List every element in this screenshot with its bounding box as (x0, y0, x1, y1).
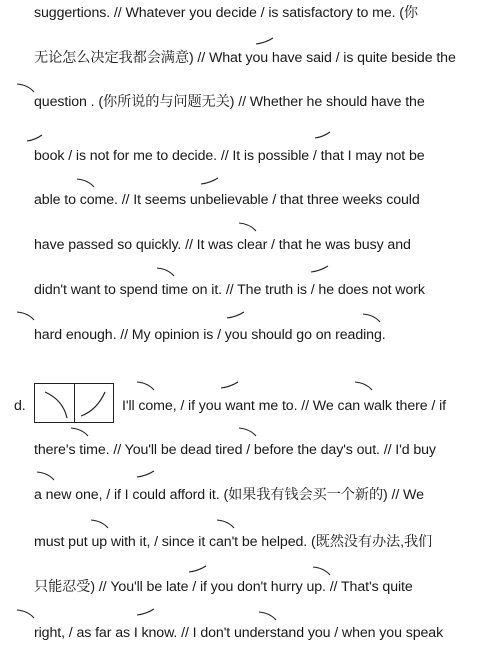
text-line-12: must put up with it, / since it can't be helped. (既然没有办法,我们 (34, 534, 433, 550)
fall-arrow-icon (238, 221, 258, 233)
rise-arrow-icon (200, 176, 220, 186)
rise-curve-icon (75, 384, 114, 424)
rise-arrow-icon (26, 133, 44, 143)
text-line-9: I'll come, / if you want me to. // We can walk there / if (122, 398, 446, 414)
fall-arrow-icon (362, 312, 382, 324)
text-line-8: hard enough. // My opinion is / you should go on reading. (34, 327, 386, 343)
rise-arrow-icon (226, 310, 246, 320)
fall-arrow-icon (258, 610, 278, 622)
fall-arrow-icon (136, 380, 156, 392)
text-line-10: there's time. // You'll be dead tired / before the day's out. // I'd buy (34, 442, 436, 458)
fall-arrow-icon (16, 82, 36, 94)
intonation-diagram (34, 383, 114, 423)
rise-arrow-icon (220, 380, 240, 390)
text-line-2: 无论怎么决定我都会满意) // What you have said / is quite beside the (34, 50, 456, 66)
rise-arrow-icon (314, 130, 332, 140)
fall-arrow-icon (76, 177, 96, 189)
rise-arrow-icon (188, 564, 208, 574)
text-line-7: didn't want to spend time on it. // The truth is / he does not work (34, 282, 425, 298)
text-line-6: have passed so quickly. // It was clear / that he was busy and (34, 237, 411, 253)
text-line-11: a new one, / if I could afford it. (如果我有钱会买一个新的) // We (34, 487, 424, 503)
fall-arrow-icon (16, 310, 36, 322)
fall-curve-icon (35, 384, 74, 424)
rise-arrow-icon (255, 36, 275, 46)
text-line-5: able to come. // It seems unbelievable / that three weeks could (34, 192, 420, 208)
fall-arrow-icon (156, 266, 176, 278)
fall-arrow-icon (90, 518, 110, 530)
section-label: d. (14, 398, 26, 414)
text-line-14: right, / as far as I know. // I don't understand you / when you speak (34, 625, 444, 641)
text-line-13: 只能忍受) // You'll be late / if you don't hurry up. // That's quite (34, 579, 413, 595)
rise-arrow-icon (136, 469, 156, 479)
text-line-1: suggertions. // Whatever you decide / is satisfactory to me. (你 (34, 5, 419, 21)
rise-arrow-icon (310, 264, 330, 274)
fall-arrow-icon (354, 380, 374, 392)
fall-arrow-icon (312, 565, 332, 577)
rise-arrow-icon (136, 607, 156, 617)
fall-arrow-icon (216, 518, 236, 530)
text-line-4: book / is not for me to decide. // It is possible / that I may not be (34, 148, 425, 164)
fall-arrow-icon (70, 426, 90, 438)
fall-arrow-icon (36, 470, 56, 482)
fall-arrow-icon (238, 426, 258, 438)
fall-arrow-icon (16, 608, 36, 620)
text-line-3: question . (你所说的与问题无关) // Whether he should have the (34, 94, 425, 110)
